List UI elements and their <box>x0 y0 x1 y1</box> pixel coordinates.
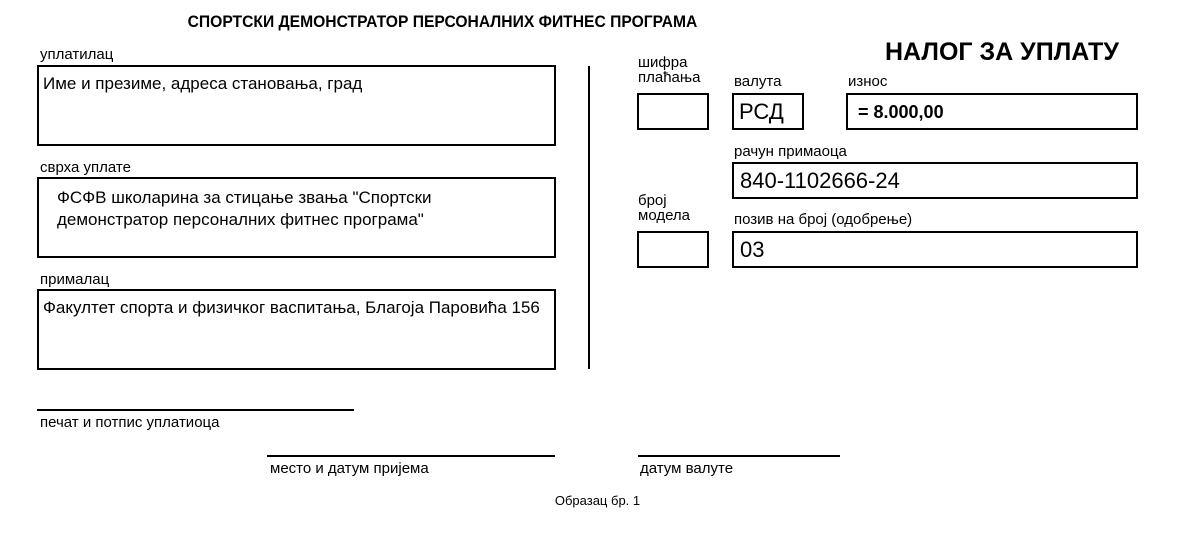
payer-value: Име и презиме, адреса становања, град <box>43 74 363 93</box>
amount-value: = 8.000,00 <box>858 102 944 122</box>
payer-stamp-label: печат и потпис уплатиоца <box>40 414 220 431</box>
recipient-label: прималац <box>40 271 110 288</box>
reference-field[interactable] <box>732 231 1138 268</box>
amount-field[interactable] <box>846 93 1138 130</box>
model-number-value <box>639 233 707 241</box>
place-date-line <box>267 455 555 457</box>
payment-code-label: шифра плаћања <box>638 54 701 86</box>
place-date-label: место и датум пријема <box>270 460 429 477</box>
model-number-label: број модела <box>638 192 691 224</box>
value-date-line <box>638 455 840 457</box>
currency-field[interactable] <box>732 93 804 130</box>
payment-code-field[interactable] <box>637 93 709 130</box>
purpose-value: ФСФВ школарина за стицање звања "Спортски демонстратор персоналних фитнес програма" <box>57 188 432 229</box>
recipient-value: Факултет спорта и физичког васпитања, Благоја Паровића 156 <box>43 298 540 317</box>
recipient-account-label: рачун примаоца <box>734 143 847 160</box>
payer-label: уплатилац <box>40 46 114 63</box>
reference-value: 03 <box>740 237 765 262</box>
payer-stamp-line <box>37 409 354 411</box>
recipient-account-field[interactable] <box>732 162 1138 199</box>
model-number-field[interactable] <box>637 231 709 268</box>
column-divider <box>588 66 590 369</box>
currency-label: валута <box>734 73 782 90</box>
purpose-field[interactable] <box>37 177 556 258</box>
purpose-label: сврха уплате <box>40 159 131 176</box>
payer-field[interactable] <box>37 65 556 146</box>
amount-label: износ <box>848 73 888 90</box>
currency-value: РСД <box>739 99 784 124</box>
recipient-field[interactable] <box>37 289 556 370</box>
form-number: Образац бр. 1 <box>554 493 641 508</box>
reference-label: позив на број (одобрење) <box>734 211 913 228</box>
recipient-account-value: 840-1102666-24 <box>740 168 900 193</box>
value-date-label: датум валуте <box>640 460 734 477</box>
form-heading: СПОРТСКИ ДЕМОНСТРАТОР ПЕРСОНАЛНИХ ФИТНЕС ПРОГРАМА <box>187 12 698 31</box>
payment-code-value <box>639 95 707 103</box>
form-title: НАЛОГ ЗА УПЛАТУ <box>885 38 1119 66</box>
